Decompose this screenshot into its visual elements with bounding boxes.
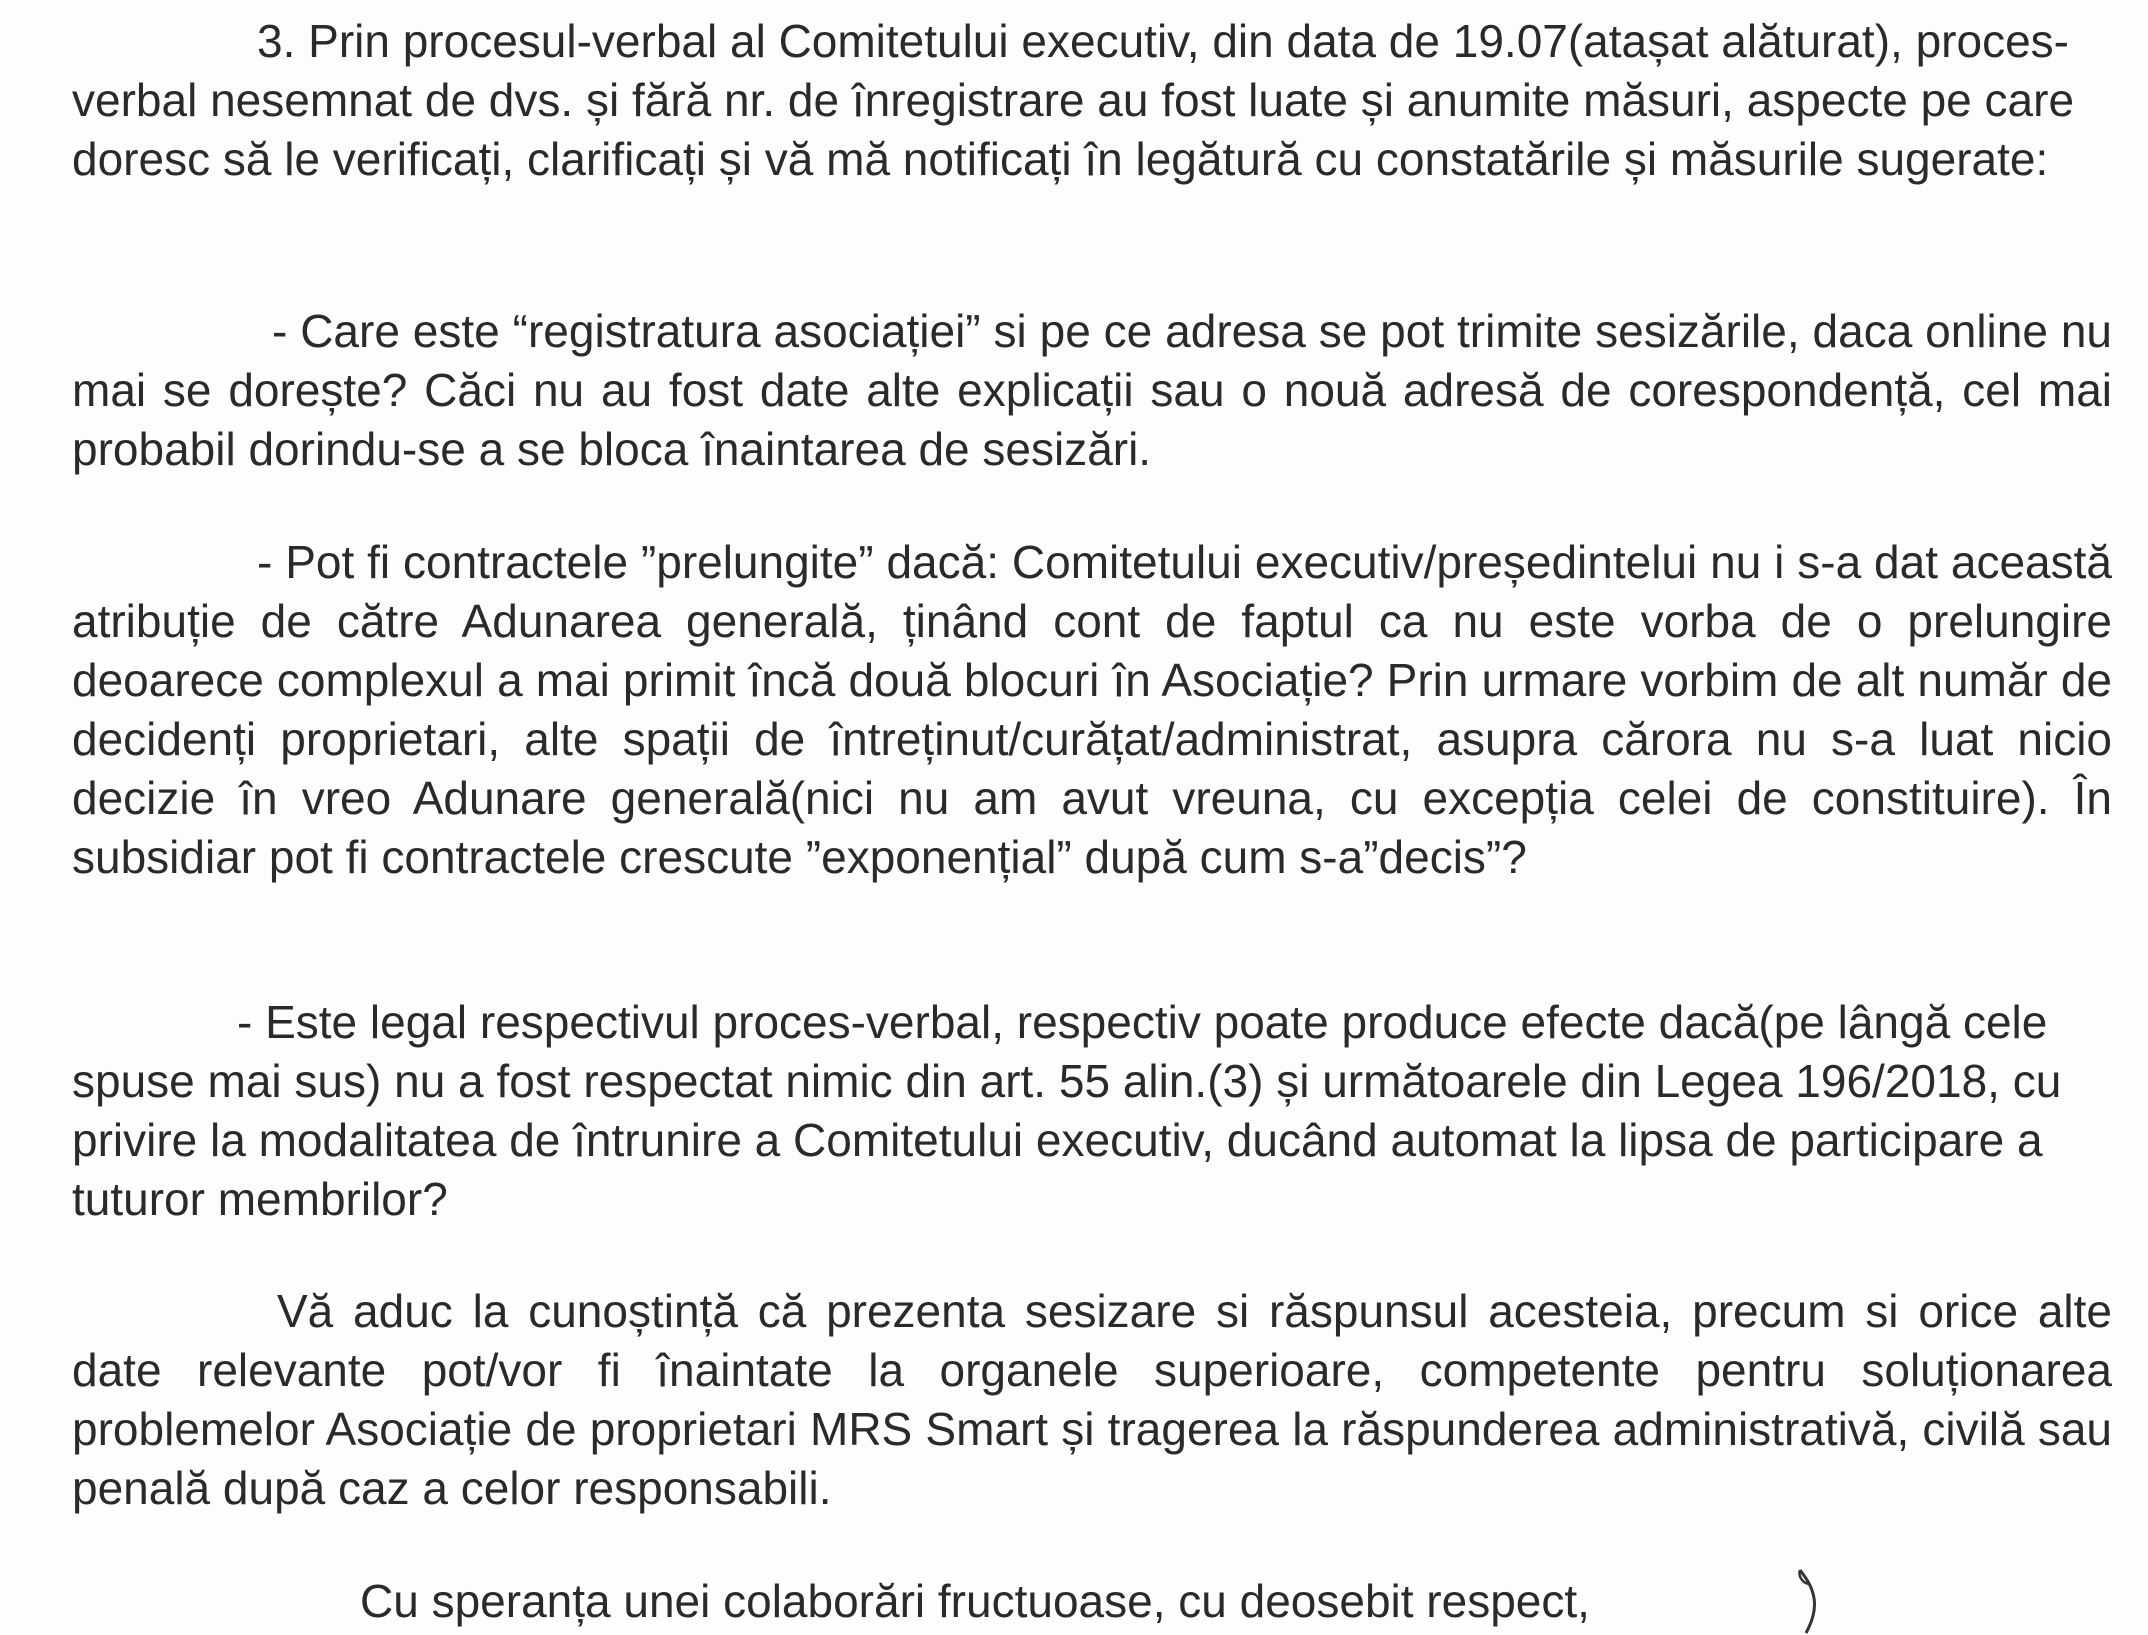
paragraph-point-3: 3. Prin procesul-verbal al Comitetului executiv, din data de 19.07(atașat alăturat), proces-verbal nesemnat de dvs. și fără nr. de înregistrare au fost luate și anumite măsuri, aspecte pe care doresc să le verificați, clarificați și vă mă notificați în legătură cu constatările și măsurile sugerate: (72, 15, 2075, 185)
paragraph-notice: Vă aduc la cunoștință că prezenta sesizare si răspunsul acesteia, precum si orice alte date relevante pot/vor fi înaintate la organele superioare, competente pentru soluționarea problemelor Asociație de proprietari MRS Smart și tragerea la răspunderea administrativă, civilă sau penală după caz a celor responsabili. (72, 1285, 2112, 1514)
paragraph-legality-question: - Este legal respectivul proces-verbal, respectiv poate produce efecte dacă(pe lângă cele spuse mai sus) nu a fost respectat nimic din art. 55 alin.(3) și următoarele din Legea 196/2018, cu privire la modalitatea de întrunire a Comitetului executiv, ducând automat la lipsa de participare a tuturor membrilor? (72, 996, 2062, 1225)
paragraph-contracts-question: - Pot fi contractele ”prelungite” dacă: Comitetului executiv/președintelui nu i s-a dat această atribuție de către Adunarea generală, ținând cont de faptul ca nu este vorba de o prelungire deoarece complexul a mai primit încă două blocuri în Asociație? Prin urmare vorbim de alt număr de decidenți proprietari, alte spații de întreținut/curățat/administrat, asupra cărora nu s-a luat nicio decizie în vreo Adunare generală(nici nu am avut vreuna, cu excepția celei de constituire). În subsidiar pot fi contractele crescute ”exponențial” după cum s-a”decis”? (72, 536, 2112, 883)
paragraph-registratura-question: - Care este “registratura asociației” si pe ce adresa se pot trimite sesizările, daca online nu mai se dorește? Căci nu au fost date alte explicații sau o nouă adresă de corespondență, cel mai probabil dorindu-se a se bloca înaintarea de sesizări. (72, 305, 2112, 475)
closing-line: Cu speranța unei colaborări fructuoase, cu deosebit respect, (360, 1575, 1590, 1627)
signature-mark (1792, 1568, 1832, 1635)
